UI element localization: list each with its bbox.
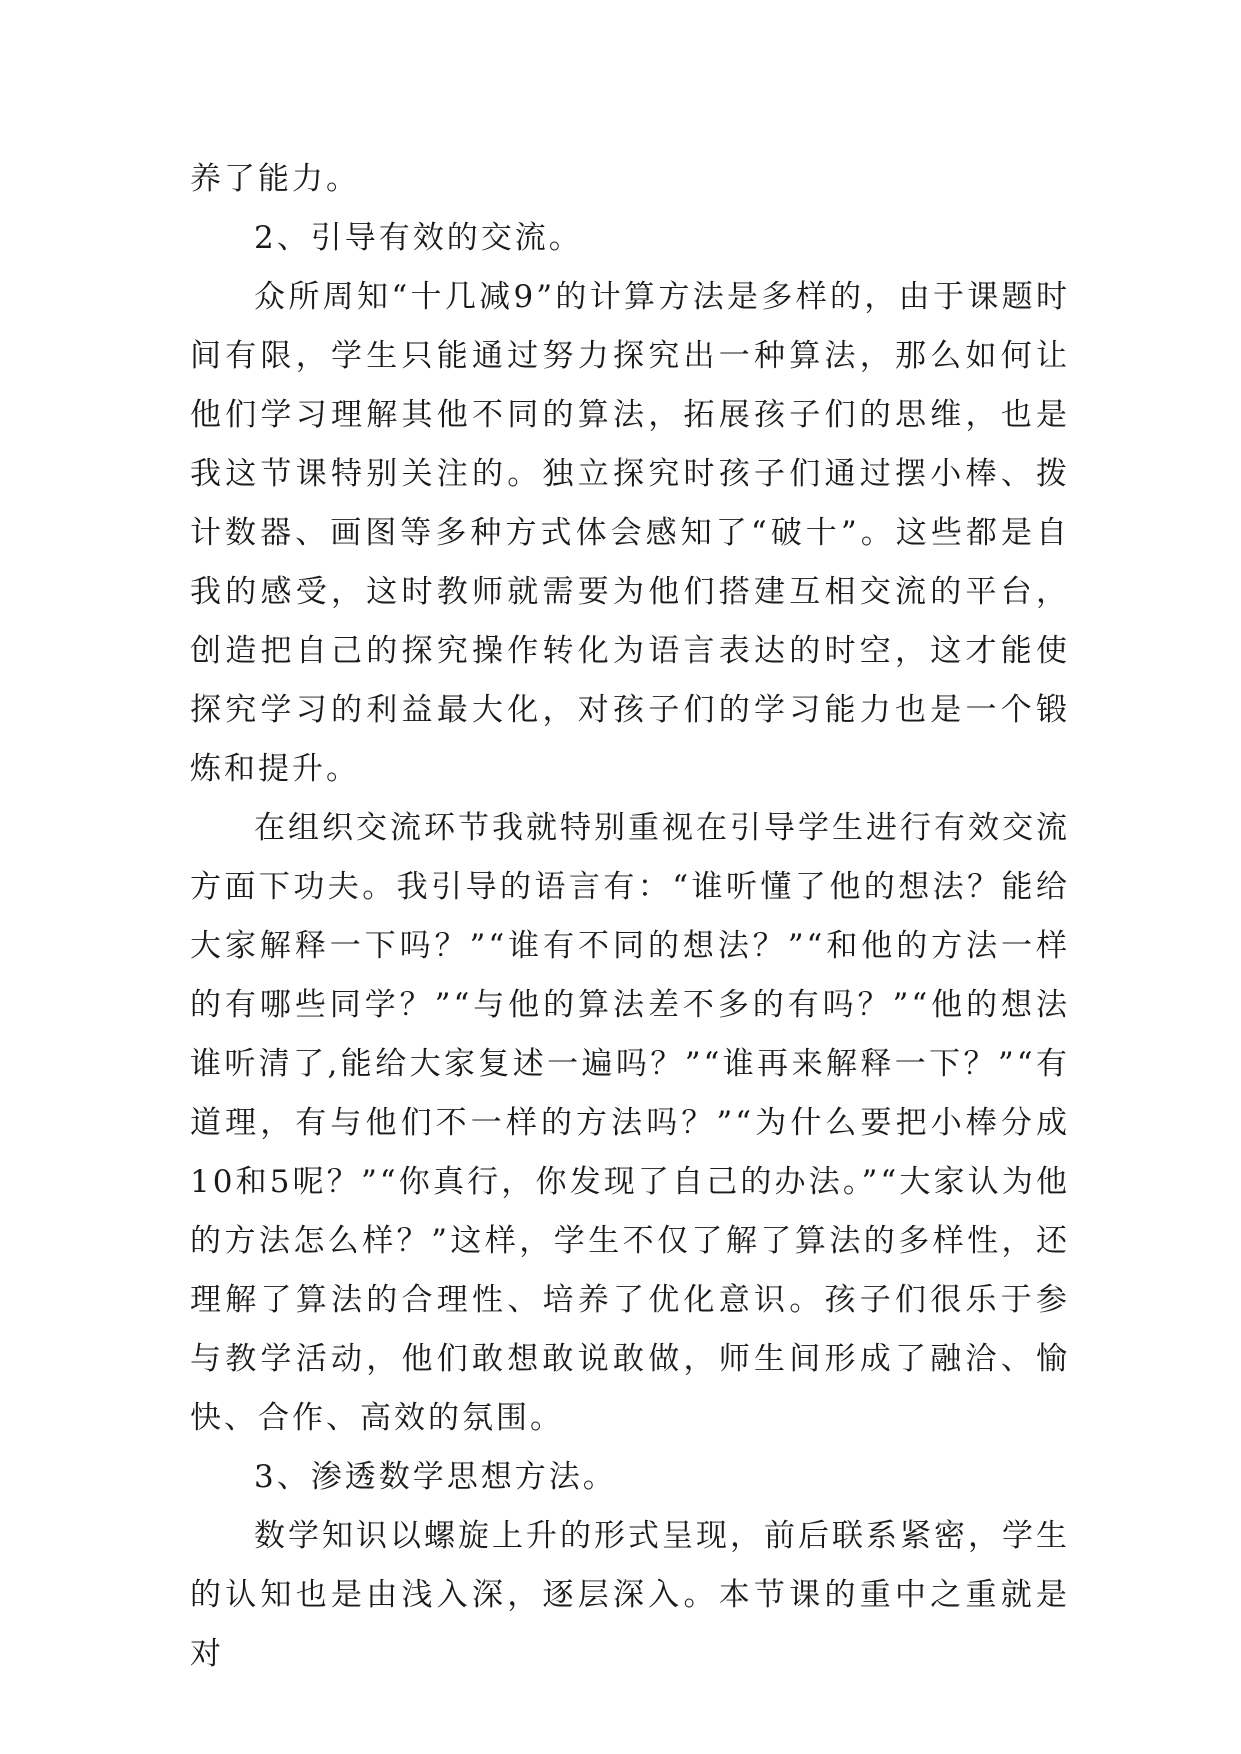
paragraph-guiding-language: 在组织交流环节我就特别重视在引导学生进行有效交流方面下功夫。我引导的语言有：“谁听懂了他的想法？能给大家解释一下吗？”“谁有不同的想法？”“和他的方法一样的有哪些同学？”“与他的算法差不多的有吗？”“他的想法谁听清了,能给大家复述一遍吗？”“谁再来解释一下？”“有道理，有与他们不一样的方法吗？”“为什么要把小棒分成10和5呢？”“你真行，你发现了自己的办法。”“大家认为他的方法怎么样？”这样，学生不仅了解了算法的多样性，还理解了算法的合理性、培养了优化意识。孩子们很乐于参与教学活动，他们敢想敢说敢做，师生间形成了融洽、愉快、合作、高效的氛围。 — [190, 810, 1070, 1436]
paragraph-math-thinking: 数学知识以螺旋上升的形式呈现，前后联系紧密，学生的认知也是由浅入深，逐层深入。本节课的重中之重就是对 — [190, 1518, 1070, 1672]
body-text — [190, 150, 1070, 1684]
paragraph-continuation: 养了能力。 — [190, 161, 360, 197]
section-heading-3: 3、渗透数学思想方法。 — [254, 1459, 617, 1495]
paragraph-exchange-intro: 众所周知“十几减9”的计算方法是多样的，由于课题时间有限，学生只能通过努力探究出一种算法，那么如何让他们学习理解其他不同的算法，拓展孩子们的思维，也是我这节课特别关注的。独立探究时孩子们通过摆小棒、拨计数器、画图等多种方式体会感知了“破十”。这些都是自我的感受，这时教师就需要为他们搭建互相交流的平台，创造把自己的探究操作转化为语言表达的时空，这才能使探究学习的利益最大化，对孩子们的学习能力也是一个锻炼和提升。 — [190, 279, 1070, 787]
section-heading-2: 2、引导有效的交流。 — [254, 220, 583, 256]
